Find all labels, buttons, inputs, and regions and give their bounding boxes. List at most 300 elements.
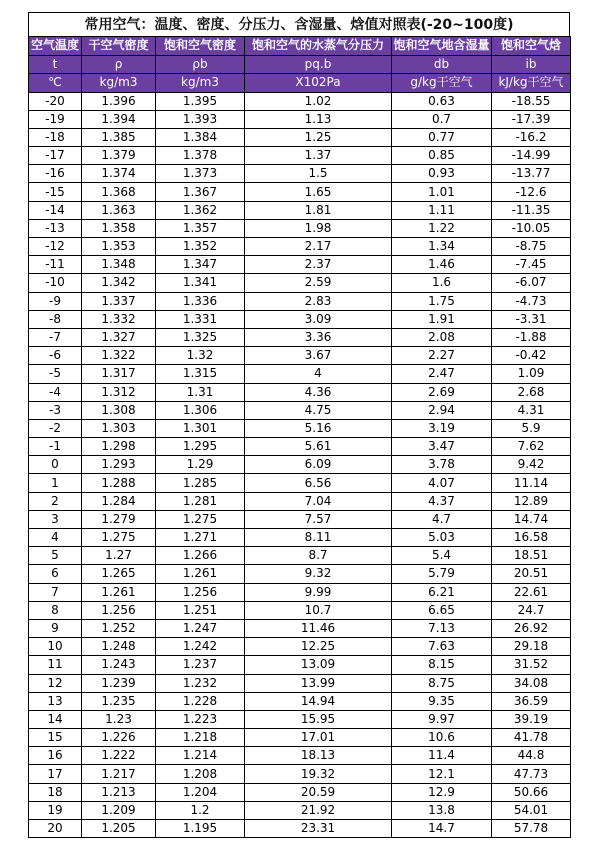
table-cell: 7.04 <box>245 492 392 510</box>
table-cell: 7 <box>29 583 82 601</box>
table-cell: 34.08 <box>492 674 571 692</box>
table-cell: 18.51 <box>492 547 571 565</box>
table-cell: 1.394 <box>82 110 156 128</box>
table-cell: 1.31 <box>156 383 245 401</box>
table-cell: 1.242 <box>156 638 245 656</box>
table-cell: 57.78 <box>492 820 571 838</box>
table-cell: 1.341 <box>156 274 245 292</box>
header-symbol-cell: ρ <box>82 55 156 74</box>
header-row-symbols <box>29 55 571 74</box>
header-symbol-cell: pq.b <box>245 55 392 74</box>
table-row <box>29 401 571 419</box>
table-row <box>29 292 571 310</box>
table-cell: -6 <box>29 347 82 365</box>
table-cell: 13 <box>29 692 82 710</box>
table-cell: 1.09 <box>492 365 571 383</box>
table-cell: 13.99 <box>245 674 392 692</box>
table-cell: 1.248 <box>82 638 156 656</box>
table-cell: 16.58 <box>492 529 571 547</box>
table-cell: 1.317 <box>82 365 156 383</box>
table-row <box>29 328 571 346</box>
table-cell: 4 <box>245 365 392 383</box>
table-cell: 4.75 <box>245 401 392 419</box>
table-cell: 1.301 <box>156 419 245 437</box>
document <box>28 12 570 838</box>
table-cell: 17.01 <box>245 729 392 747</box>
table-cell: 16 <box>29 747 82 765</box>
table-cell: 1.218 <box>156 729 245 747</box>
table-row <box>29 201 571 219</box>
table-cell: 1.256 <box>82 601 156 619</box>
table-cell: 4.7 <box>392 510 492 528</box>
table-cell: 1.226 <box>82 729 156 747</box>
table-cell: 1.37 <box>245 147 392 165</box>
table-cell: 1.32 <box>156 347 245 365</box>
table-cell: 1.352 <box>156 238 245 256</box>
table-row <box>29 710 571 728</box>
table-cell: 6 <box>29 565 82 583</box>
table-cell: 1.23 <box>82 710 156 728</box>
table-cell: 6.09 <box>245 456 392 474</box>
table-cell: 47.73 <box>492 765 571 783</box>
table-cell: 1.298 <box>82 438 156 456</box>
table-cell: 11.14 <box>492 474 571 492</box>
table-cell: 29.18 <box>492 638 571 656</box>
table-row <box>29 165 571 183</box>
table-cell: 1.205 <box>82 820 156 838</box>
table-cell: 10.7 <box>245 601 392 619</box>
table-cell: 1.357 <box>156 219 245 237</box>
table-cell: 1.222 <box>82 747 156 765</box>
table-row <box>29 547 571 565</box>
table-cell: 1.237 <box>156 656 245 674</box>
table-row <box>29 729 571 747</box>
table-cell: 1.385 <box>82 128 156 146</box>
table-cell: 5.9 <box>492 419 571 437</box>
table-cell: -8 <box>29 310 82 328</box>
table-cell: 2.69 <box>392 383 492 401</box>
header-name-cell: 饱和空气地含湿量 <box>392 37 492 56</box>
table-cell: 12 <box>29 674 82 692</box>
header-name-cell: 饱和空气焓 <box>492 37 571 56</box>
table-cell: 1.275 <box>82 529 156 547</box>
table-cell: 1.322 <box>82 347 156 365</box>
table-cell: 0.63 <box>392 92 492 110</box>
header-unit-cell: kg/m3 <box>82 74 156 93</box>
table-row <box>29 183 571 201</box>
table-cell: 4 <box>29 529 82 547</box>
air-properties-table <box>28 36 571 838</box>
table-cell: 9.35 <box>392 692 492 710</box>
table-cell: -2 <box>29 419 82 437</box>
table-cell: 2.59 <box>245 274 392 292</box>
table-cell: 7.13 <box>392 619 492 637</box>
table-row <box>29 674 571 692</box>
header-unit-cell: kg/m3 <box>156 74 245 93</box>
table-cell: 3.67 <box>245 347 392 365</box>
table-cell: 1.368 <box>82 183 156 201</box>
table-cell: 1.256 <box>156 583 245 601</box>
table-cell: 7.63 <box>392 638 492 656</box>
table-cell: -20 <box>29 92 82 110</box>
table-cell: 1.5 <box>245 165 392 183</box>
table-cell: 1.239 <box>82 674 156 692</box>
table-cell: -12.6 <box>492 183 571 201</box>
table-cell: 5 <box>29 547 82 565</box>
table-cell: 2.17 <box>245 238 392 256</box>
table-cell: -14.99 <box>492 147 571 165</box>
header-unit-cell: kJ/kg干空气 <box>492 74 571 93</box>
table-row <box>29 347 571 365</box>
table-cell: 7.57 <box>245 510 392 528</box>
table-row <box>29 783 571 801</box>
table-cell: 8 <box>29 601 82 619</box>
table-row <box>29 510 571 528</box>
table-cell: -1 <box>29 438 82 456</box>
table-cell: -10 <box>29 274 82 292</box>
table-cell: 4.36 <box>245 383 392 401</box>
table-cell: 12.1 <box>392 765 492 783</box>
header-name-cell: 饱和空气的水蒸气分压力 <box>245 37 392 56</box>
table-row <box>29 565 571 583</box>
table-row <box>29 219 571 237</box>
table-cell: 1.363 <box>82 201 156 219</box>
table-cell: -5 <box>29 365 82 383</box>
table-cell: 3.36 <box>245 328 392 346</box>
table-cell: 14.7 <box>392 820 492 838</box>
page-title: 常用空气：温度、密度、分压力、含湿量、焓值对照表(-20~100度) <box>28 12 570 36</box>
table-cell: 1.284 <box>82 492 156 510</box>
header-symbol-cell: ib <box>492 55 571 74</box>
table-cell: 1.358 <box>82 219 156 237</box>
table-cell: 11.46 <box>245 619 392 637</box>
table-cell: 39.19 <box>492 710 571 728</box>
table-row <box>29 92 571 110</box>
table-cell: 1.6 <box>392 274 492 292</box>
table-cell: 1.347 <box>156 256 245 274</box>
table-row <box>29 256 571 274</box>
table-cell: 1.261 <box>82 583 156 601</box>
table-cell: 1.337 <box>82 292 156 310</box>
table-cell: 1.223 <box>156 710 245 728</box>
table-cell: 1.65 <box>245 183 392 201</box>
table-cell: 9.99 <box>245 583 392 601</box>
header-name-cell: 干空气密度 <box>82 37 156 56</box>
table-cell: 26.92 <box>492 619 571 637</box>
table-cell: 1.208 <box>156 765 245 783</box>
table-cell: 2.94 <box>392 401 492 419</box>
table-cell: 1.261 <box>156 565 245 583</box>
table-cell: 1.303 <box>82 419 156 437</box>
table-cell: 2 <box>29 492 82 510</box>
table-cell: 18 <box>29 783 82 801</box>
header-symbol-cell: ρb <box>156 55 245 74</box>
table-cell: 24.7 <box>492 601 571 619</box>
table-cell: -15 <box>29 183 82 201</box>
table-cell: 1.29 <box>156 456 245 474</box>
table-cell: 2.83 <box>245 292 392 310</box>
table-row <box>29 529 571 547</box>
table-cell: -17 <box>29 147 82 165</box>
table-cell: 13.8 <box>392 801 492 819</box>
table-row <box>29 601 571 619</box>
table-cell: -14 <box>29 201 82 219</box>
table-cell: 1.213 <box>82 783 156 801</box>
table-cell: 1.342 <box>82 274 156 292</box>
table-cell: 1.265 <box>82 565 156 583</box>
table-cell: 1.214 <box>156 747 245 765</box>
table-cell: 2.37 <box>245 256 392 274</box>
table-cell: 1.327 <box>82 328 156 346</box>
table-cell: -3 <box>29 401 82 419</box>
table-cell: 1.393 <box>156 110 245 128</box>
table-cell: 1.374 <box>82 165 156 183</box>
table-cell: 22.61 <box>492 583 571 601</box>
table-cell: 1.27 <box>82 547 156 565</box>
table-cell: 18.13 <box>245 747 392 765</box>
table-cell: -8.75 <box>492 238 571 256</box>
table-cell: 1.11 <box>392 201 492 219</box>
header-symbol-cell: db <box>392 55 492 74</box>
table-row <box>29 692 571 710</box>
table-row <box>29 492 571 510</box>
table-cell: 1.235 <box>82 692 156 710</box>
table-cell: 7.62 <box>492 438 571 456</box>
table-cell: 1.285 <box>156 474 245 492</box>
table-cell: 2.08 <box>392 328 492 346</box>
table-row <box>29 747 571 765</box>
table-cell: 1.232 <box>156 674 245 692</box>
table-cell: 10.6 <box>392 729 492 747</box>
table-cell: 1.266 <box>156 547 245 565</box>
table-cell: 1.13 <box>245 110 392 128</box>
table-cell: 1.308 <box>82 401 156 419</box>
table-row <box>29 438 571 456</box>
table-row <box>29 619 571 637</box>
table-cell: 1.2 <box>156 801 245 819</box>
table-cell: 11 <box>29 656 82 674</box>
table-cell: 5.16 <box>245 419 392 437</box>
table-cell: 1.348 <box>82 256 156 274</box>
table-cell: 31.52 <box>492 656 571 674</box>
table-cell: 1.306 <box>156 401 245 419</box>
table-cell: -13.77 <box>492 165 571 183</box>
table-cell: -13 <box>29 219 82 237</box>
table-cell: 1.288 <box>82 474 156 492</box>
table-cell: 1.25 <box>245 128 392 146</box>
table-cell: 19 <box>29 801 82 819</box>
table-cell: 9.42 <box>492 456 571 474</box>
table-row <box>29 419 571 437</box>
table-row <box>29 238 571 256</box>
table-cell: 5.03 <box>392 529 492 547</box>
table-cell: 20 <box>29 820 82 838</box>
table-cell: -3.31 <box>492 310 571 328</box>
table-cell: 1.384 <box>156 128 245 146</box>
table-cell: 6.65 <box>392 601 492 619</box>
header-unit-cell: ℃ <box>29 74 82 93</box>
table-cell: 1.293 <box>82 456 156 474</box>
table-cell: -12 <box>29 238 82 256</box>
table-cell: 1.217 <box>82 765 156 783</box>
header-unit-cell: g/kg干空气 <box>392 74 492 93</box>
table-cell: 1.362 <box>156 201 245 219</box>
table-cell: 4.31 <box>492 401 571 419</box>
table-cell: 0.7 <box>392 110 492 128</box>
table-cell: 1.34 <box>392 238 492 256</box>
table-cell: 1.91 <box>392 310 492 328</box>
table-cell: 4.37 <box>392 492 492 510</box>
table-cell: 1.75 <box>392 292 492 310</box>
table-cell: 12.9 <box>392 783 492 801</box>
table-row <box>29 656 571 674</box>
table-cell: -16.2 <box>492 128 571 146</box>
header-row-names <box>29 37 571 56</box>
table-cell: 1.279 <box>82 510 156 528</box>
table-cell: 6.21 <box>392 583 492 601</box>
table-cell: -19 <box>29 110 82 128</box>
table-row <box>29 110 571 128</box>
table-cell: 23.31 <box>245 820 392 838</box>
table-cell: 36.59 <box>492 692 571 710</box>
table-cell: 21.92 <box>245 801 392 819</box>
table-cell: 4.07 <box>392 474 492 492</box>
table-cell: 5.61 <box>245 438 392 456</box>
table-row <box>29 383 571 401</box>
table-cell: -17.39 <box>492 110 571 128</box>
table-cell: 19.32 <box>245 765 392 783</box>
table-cell: 8.15 <box>392 656 492 674</box>
table-cell: 41.78 <box>492 729 571 747</box>
table-cell: 13.09 <box>245 656 392 674</box>
table-row <box>29 147 571 165</box>
table-cell: 1.271 <box>156 529 245 547</box>
table-cell: -6.07 <box>492 274 571 292</box>
table-cell: 0.93 <box>392 165 492 183</box>
table-cell: 10 <box>29 638 82 656</box>
table-cell: 2.47 <box>392 365 492 383</box>
table-cell: 1.228 <box>156 692 245 710</box>
table-cell: 1.325 <box>156 328 245 346</box>
table-cell: 1.315 <box>156 365 245 383</box>
table-cell: -16 <box>29 165 82 183</box>
table-row <box>29 365 571 383</box>
header-symbol-cell: t <box>29 55 82 74</box>
table-cell: 1.275 <box>156 510 245 528</box>
table-cell: 3.47 <box>392 438 492 456</box>
table-cell: 1.367 <box>156 183 245 201</box>
table-cell: 5.4 <box>392 547 492 565</box>
table-cell: 3 <box>29 510 82 528</box>
table-cell: 1.312 <box>82 383 156 401</box>
table-cell: 0 <box>29 456 82 474</box>
table-cell: 9.97 <box>392 710 492 728</box>
table-cell: 1.395 <box>156 92 245 110</box>
table-cell: 1.396 <box>82 92 156 110</box>
table-cell: 1.379 <box>82 147 156 165</box>
table-cell: 1.209 <box>82 801 156 819</box>
table-cell: 14.74 <box>492 510 571 528</box>
table-cell: 12.25 <box>245 638 392 656</box>
table-cell: 3.09 <box>245 310 392 328</box>
table-cell: 1.332 <box>82 310 156 328</box>
table-cell: 20.59 <box>245 783 392 801</box>
table-cell: 1.22 <box>392 219 492 237</box>
table-cell: 9.32 <box>245 565 392 583</box>
table-row <box>29 274 571 292</box>
table-cell: -10.05 <box>492 219 571 237</box>
table-cell: 20.51 <box>492 565 571 583</box>
table-cell: 8.11 <box>245 529 392 547</box>
table-cell: 12.89 <box>492 492 571 510</box>
table-cell: 1.295 <box>156 438 245 456</box>
table-cell: 3.19 <box>392 419 492 437</box>
header-name-cell: 空气温度 <box>29 37 82 56</box>
table-cell: -4.73 <box>492 292 571 310</box>
table-cell: 1.336 <box>156 292 245 310</box>
table-cell: -1.88 <box>492 328 571 346</box>
table-cell: 1.195 <box>156 820 245 838</box>
table-cell: 15 <box>29 729 82 747</box>
table-cell: 1.353 <box>82 238 156 256</box>
table-cell: -0.42 <box>492 347 571 365</box>
table-cell: 1.243 <box>82 656 156 674</box>
table-cell: 1.204 <box>156 783 245 801</box>
table-cell: -7.45 <box>492 256 571 274</box>
table-cell: 15.95 <box>245 710 392 728</box>
table-cell: -11.35 <box>492 201 571 219</box>
table-cell: 8.7 <box>245 547 392 565</box>
table-row <box>29 128 571 146</box>
table-cell: 0.85 <box>392 147 492 165</box>
table-row <box>29 474 571 492</box>
table-cell: 3.78 <box>392 456 492 474</box>
table-cell: 6.56 <box>245 474 392 492</box>
table-cell: 54.01 <box>492 801 571 819</box>
table-row <box>29 820 571 838</box>
table-cell: 9 <box>29 619 82 637</box>
table-cell: 2.68 <box>492 383 571 401</box>
table-cell: 1.02 <box>245 92 392 110</box>
table-cell: 5.79 <box>392 565 492 583</box>
table-cell: 1.81 <box>245 201 392 219</box>
table-cell: 2.27 <box>392 347 492 365</box>
table-cell: -18 <box>29 128 82 146</box>
header-name-cell: 饱和空气密度 <box>156 37 245 56</box>
table-row <box>29 638 571 656</box>
header-row-units <box>29 74 571 93</box>
table-row <box>29 765 571 783</box>
table-cell: -11 <box>29 256 82 274</box>
table-cell: 1.247 <box>156 619 245 637</box>
table-cell: 1.281 <box>156 492 245 510</box>
table-row <box>29 456 571 474</box>
table-cell: -7 <box>29 328 82 346</box>
table-cell: 17 <box>29 765 82 783</box>
table-cell: 14.94 <box>245 692 392 710</box>
table-cell: 50.66 <box>492 783 571 801</box>
table-row <box>29 310 571 328</box>
table-cell: -18.55 <box>492 92 571 110</box>
table-cell: 1.251 <box>156 601 245 619</box>
table-row <box>29 801 571 819</box>
table-cell: 11.4 <box>392 747 492 765</box>
table-cell: 1.46 <box>392 256 492 274</box>
table-cell: 1 <box>29 474 82 492</box>
table-cell: -9 <box>29 292 82 310</box>
header-unit-cell: X102Pa <box>245 74 392 93</box>
table-cell: 0.77 <box>392 128 492 146</box>
